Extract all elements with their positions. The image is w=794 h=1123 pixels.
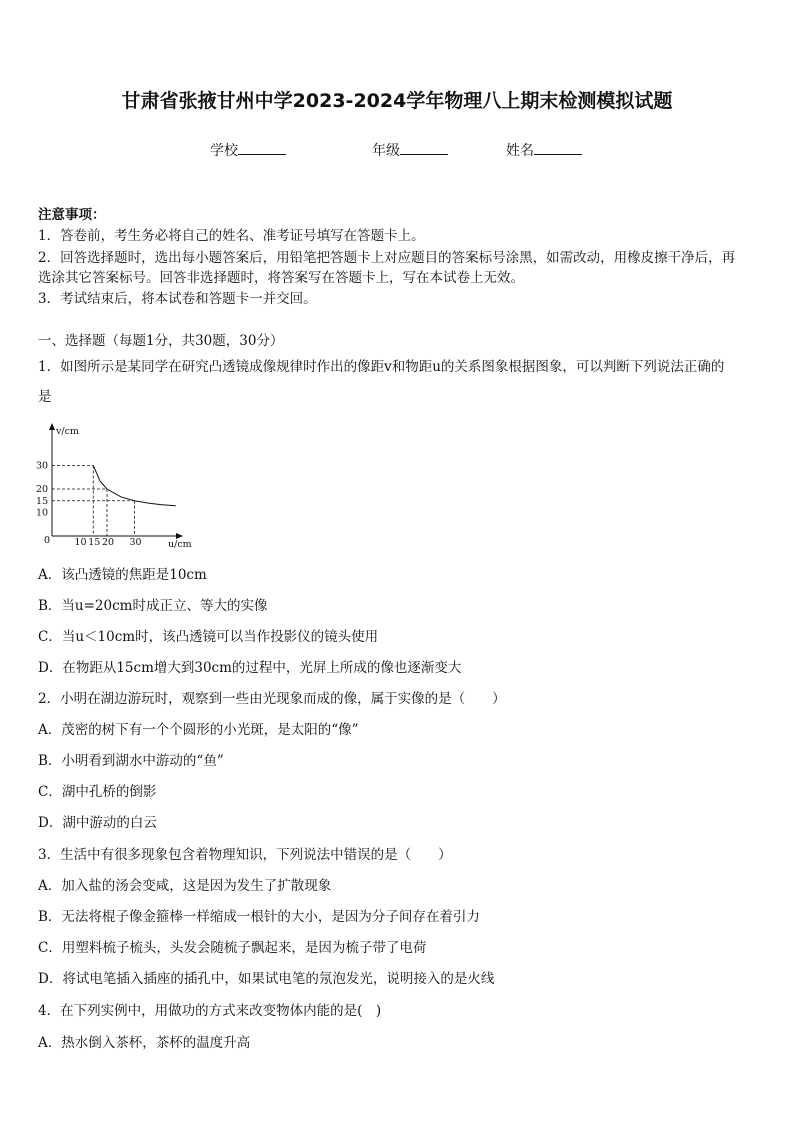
question-3-option-a: A．加入盐的汤会变咸，这是因为发生了扩散现象: [38, 878, 332, 894]
x-tick-label: 0: [44, 535, 51, 546]
x-tick-label: 10: [74, 537, 87, 548]
notice-item: 2．回答选择题时，选出每小题答案后，用铅笔把答题卡上对应题目的答案标号涂黑，如需改动，用橡皮擦干净后，再: [38, 250, 736, 266]
question-1-option-a: A．该凸透镜的焦距是10cm: [38, 567, 207, 583]
notice-item: 1．答卷前，考生务必将自己的姓名、准考证号填写在答题卡上。: [38, 228, 425, 244]
question-4-stem: 4．在下列实例中，用做功的方式来改变物体内能的是( ): [38, 1003, 382, 1019]
y-tick-label: 20: [36, 484, 49, 495]
lens-image-graph: [30, 420, 200, 550]
notice-item: 选涂其它答案标号。回答非选择题时，将答案写在答题卡上，写在本试卷上无效。: [38, 270, 524, 286]
x-axis-label: u/cm: [168, 539, 192, 550]
question-1-option-c: C．当u＜10cm时，该凸透镜可以当作投影仪的镜头使用: [38, 629, 379, 645]
question-1-option-b: B．当u=20cm时成正立、等大的实像: [38, 598, 268, 614]
v-u-curve: [93, 466, 176, 506]
y-tick-label: 30: [36, 460, 49, 472]
grade-blank: [400, 140, 448, 155]
x-tick-label: 20: [102, 537, 115, 548]
question-1-stem-cont: 是: [38, 389, 52, 405]
name-blank: [534, 140, 582, 155]
page-title: 甘肃省张掖甘州中学2023-2024学年物理八上期末检测模拟试题: [121, 90, 673, 112]
question-2-option-c: C．湖中孔桥的倒影: [38, 784, 157, 800]
y-axis-label: v/cm: [56, 426, 79, 437]
question-2-option-b: B．小明看到湖水中游动的“鱼”: [38, 753, 224, 769]
question-3-stem: 3．生活中有很多现象包含着物理知识，下列说法中错误的是（ ）: [38, 847, 452, 863]
school-blank: [238, 140, 286, 155]
notice-item: 3．考试结束后，将本试卷和答题卡一并交回。: [38, 291, 317, 307]
question-2-option-a: A．茂密的树下有一个个圆形的小光斑，是太阳的“像”: [38, 722, 359, 738]
question-2-option-d: D．湖中游动的白云: [38, 815, 157, 831]
x-tick-label: 15: [88, 537, 101, 548]
notice-heading: 注意事项：: [38, 207, 106, 223]
y-axis-arrow: [49, 423, 55, 430]
question-1-option-d: D．在物距从15cm增大到30cm的过程中，光屏上所成的像也逐渐变大: [38, 660, 462, 676]
question-3-option-b: B．无法将棍子像金箍棒一样缩成一根针的大小，是因为分子间存在着引力: [38, 909, 480, 925]
question-2-stem: 2．小明在湖边游玩时，观察到一些由光现象而成的像，属于实像的是（ ）: [38, 691, 506, 707]
y-tick-label: 15: [36, 495, 49, 507]
school-field: [210, 140, 286, 160]
grade-field: [372, 140, 448, 160]
question-3-option-c: C．用塑料梳子梳头，头发会随梳子飘起来，是因为梳子带了电荷: [38, 940, 427, 956]
name-label: 姓名: [506, 143, 534, 159]
y-tick-label: 10: [36, 507, 49, 519]
school-label: 学校: [210, 143, 238, 159]
grade-label: 年级: [372, 143, 400, 159]
question-4-option-a: A．热水倒入茶杯，茶杯的温度升高: [38, 1035, 251, 1051]
x-tick-label: 30: [129, 537, 142, 548]
question-3-option-d: D．将试电笔插入插座的插孔中，如果试电笔的氖泡发光，说明接入的是火线: [38, 971, 495, 987]
name-field: [506, 140, 582, 160]
question-1-stem: 1．如图所示是某同学在研究凸透镜成像规律时作出的像距v和物距u的关系图象根据图象，可以判断下列说法正确的: [38, 359, 725, 375]
section-heading: 一、选择题（每题1分，共30题，30分）: [38, 333, 284, 349]
